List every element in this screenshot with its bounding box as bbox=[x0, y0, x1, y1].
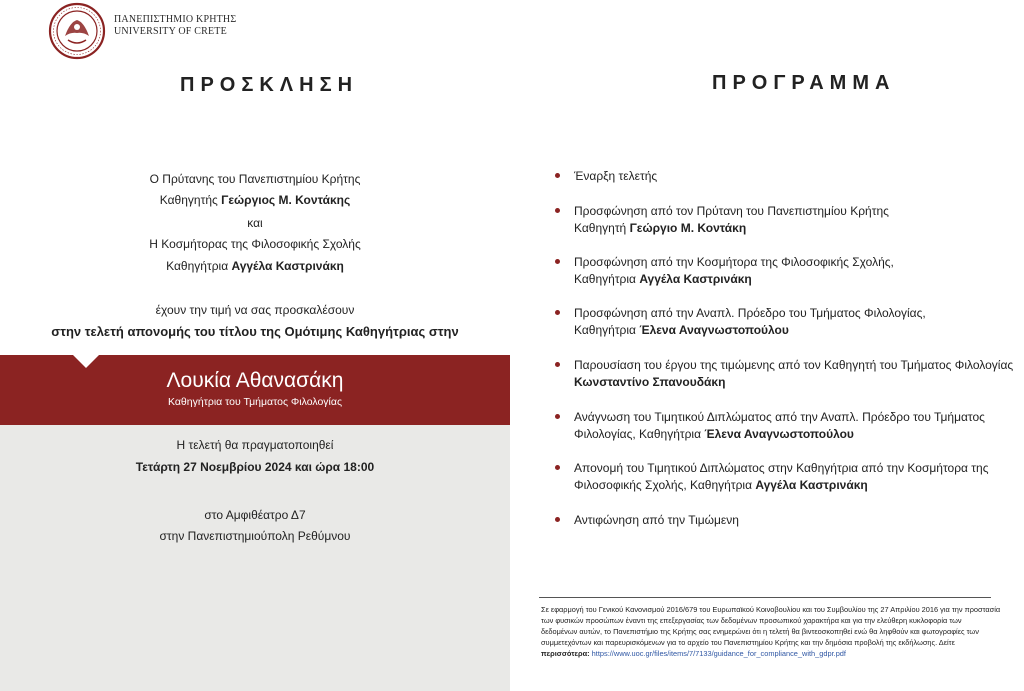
gdpr-notice bbox=[541, 604, 1001, 659]
gdpr-guidance-link[interactable]: https://www.uoc.gr/files/items/7/7133/guidance_for_compliance_with_gdpr.pdf bbox=[591, 649, 846, 658]
program-item-role: Φιλολογίας, Καθηγήτρια bbox=[574, 427, 705, 441]
program-item-person: Γεώργιο Μ. Κοντάκη bbox=[629, 221, 747, 235]
banner-notch bbox=[73, 355, 99, 368]
gdpr-divider bbox=[539, 597, 991, 598]
dean-title: Καθηγήτρια bbox=[166, 259, 232, 273]
program-item-person: Κωνσταντίνο Σπανουδάκη bbox=[574, 375, 726, 389]
program-item-text: Έναρξη τελετής bbox=[574, 169, 658, 183]
rector-name-line bbox=[0, 193, 510, 207]
program-item-text: Προσφώνηση από τον Πρύτανη του Πανεπιστημίου Κρήτης bbox=[574, 204, 889, 218]
gdpr-text-line: Σε εφαρμογή του Γενικού Κανονισμού 2016/679 του Ευρωπαϊκού Κοινοβουλίου και του Συμβουλίου της 27 Απριλίου 2016 για την προστασία bbox=[541, 605, 1001, 614]
gdpr-text-line: δεδομένων αυτών, το Πανεπιστήμιο της Κρήτης σας ενημερώνει ότι η τελετή θα βιντεοσκοπηθεί ενώ θα ληφθούν και φωτογραφίες των bbox=[541, 627, 979, 636]
program-item-role: Καθηγητή bbox=[574, 221, 630, 235]
bullet-icon bbox=[555, 310, 560, 315]
bullet-icon bbox=[555, 465, 560, 470]
bullet-icon bbox=[555, 414, 560, 419]
invite-line: έχουν την τιμή να σας προσκαλέσουν bbox=[155, 303, 355, 317]
ceremony-purpose-line: στην τελετή απονομής του τίτλου της Ομότιμης Καθηγήτριας στην bbox=[51, 324, 459, 339]
invitation-panel bbox=[0, 0, 510, 691]
rector-line: Ο Πρύτανης του Πανεπιστημίου Κρήτης bbox=[149, 172, 361, 186]
program-item-text: Αντιφώνηση από την Τιμώμενη bbox=[574, 513, 739, 527]
program-item-text: Παρουσίαση του έργου της τιμώμενης από τον Καθηγητή του Τμήματος Φιλολογίας bbox=[574, 358, 1014, 372]
university-name-english: UNIVERSITY OF CRETE bbox=[114, 26, 227, 37]
ceremony-intro-line: Η τελετή θα πραγματοποιηθεί bbox=[176, 438, 334, 452]
ceremony-datetime: Τετάρτη 27 Νοεμβρίου 2024 και ώρα 18:00 bbox=[135, 460, 375, 474]
bullet-icon bbox=[555, 259, 560, 264]
program-item-text: Απονομή του Τιμητικού Διπλώματος στην Καθηγήτρια από την Κοσμήτορα της bbox=[574, 461, 989, 475]
rector-title: Καθηγητής bbox=[159, 193, 222, 207]
university-seal-logo bbox=[48, 2, 106, 60]
program-item-person: Αγγέλα Καστρινάκη bbox=[755, 478, 868, 492]
bullet-icon bbox=[555, 208, 560, 213]
venue-hall: στο Αμφιθέατρο Δ7 bbox=[204, 508, 306, 522]
program-item-role: Φιλοσοφικής Σχολής, Καθηγήτρια bbox=[574, 478, 756, 492]
bullet-icon bbox=[555, 362, 560, 367]
dean-line: Η Κοσμήτορας της Φιλοσοφικής Σχολής bbox=[149, 237, 361, 251]
program-item-person: Έλενα Αναγνωστοπούλου bbox=[639, 323, 789, 337]
bullet-icon bbox=[555, 517, 560, 522]
program-item-text: Προσφώνηση από την Κοσμήτορα της Φιλοσοφικής Σχολής, bbox=[574, 255, 894, 269]
honoree-name: Λουκία Αθανασάκη bbox=[166, 369, 344, 392]
gdpr-text-line: των φυσικών προσώπων έναντι της επεξεργασίας των δεδομένων προσωπικού χαρακτήρα και για την ελεύθερη κυκλοφορία των bbox=[541, 616, 962, 625]
honoree-title: Καθηγήτρια του Τμήματος Φιλολογίας bbox=[167, 396, 343, 408]
dean-name-line bbox=[0, 259, 510, 273]
venue-campus: στην Πανεπιστημιούπολη Ρεθύμνου bbox=[159, 529, 351, 543]
program-item-person: Έλενα Αναγνωστοπούλου bbox=[704, 427, 854, 441]
program-title: ΠΡΟΓΡΑΜΜΑ bbox=[712, 72, 896, 94]
university-name-greek: ΠΑΝΕΠΙΣΤΗΜΙΟ ΚΡΗΤΗΣ bbox=[114, 14, 237, 25]
program-item-role: Καθηγήτρια bbox=[574, 323, 640, 337]
rector-name: Γεώργιος Μ. Κοντάκης bbox=[221, 193, 351, 207]
invitation-title: ΠΡΟΣΚΛΗΣΗ bbox=[180, 74, 359, 96]
program-item-role: Καθηγήτρια bbox=[574, 272, 640, 286]
and-line: και bbox=[247, 216, 263, 230]
bullet-icon bbox=[555, 173, 560, 178]
gdpr-more-label: περισσότερα: bbox=[541, 649, 590, 658]
program-item-text: Ανάγνωση του Τιμητικού Διπλώματος από την Αναπλ. Πρόεδρο του Τμήματος bbox=[574, 410, 985, 424]
program-item-text: Προσφώνηση από την Αναπλ. Πρόεδρο του Τμήματος Φιλολογίας, bbox=[574, 306, 926, 320]
program-item-person: Αγγέλα Καστρινάκη bbox=[639, 272, 752, 286]
gdpr-text-line: συμμετεχόντων και παρευρισκόμενων για το αρχείο του Πανεπιστημίου Κρήτης και την δημόσια προβολή της εκδήλωσης. Δείτε bbox=[541, 638, 955, 647]
dean-name: Αγγέλα Καστρινάκη bbox=[231, 259, 344, 273]
